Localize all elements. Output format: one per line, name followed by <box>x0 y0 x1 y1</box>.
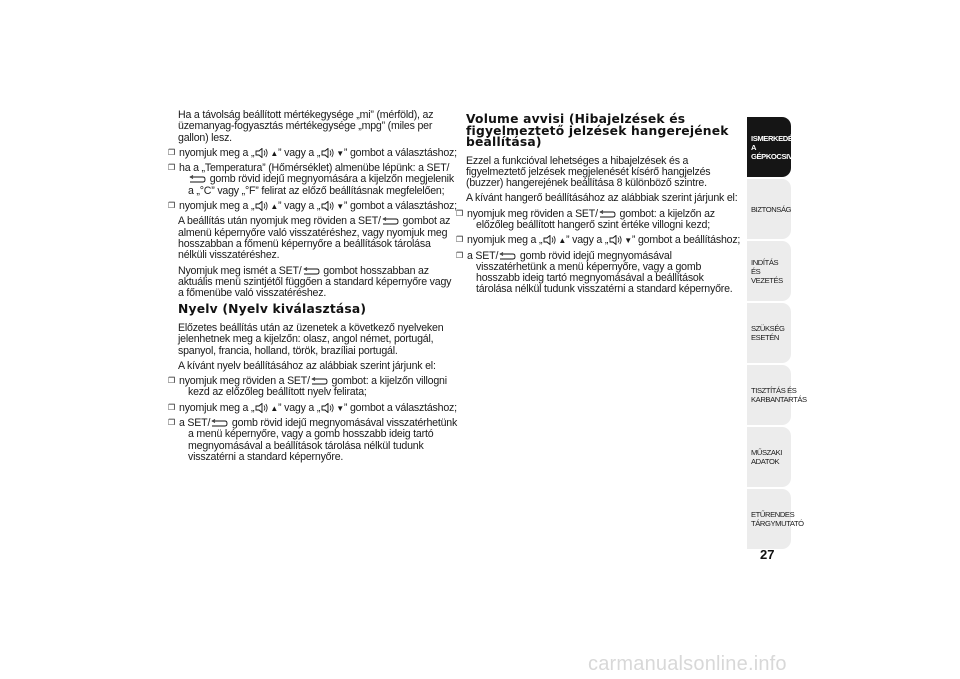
arrow-down-icon: ▼ <box>336 403 344 413</box>
bullet-item: ❒ a SET/ gomb rövid idejű megnyomásával visszatérhetünk a menü képernyőre, vagy a gomb hosszabb ideig tartó megnyomásával a beállítások tárolása nélkül tudunk visszatérni a standard képernyőre. <box>456 249 733 296</box>
after-setting-paragraph: A beállítás után nyomjuk meg röviden a SET/ gombot az almenü képernyőre való visszatéréshez, vagy nyomjuk meg hosszabban a főmenü képernyőre a beállítások tárolása nélküli visszatéréshez. <box>178 215 451 262</box>
volume-up-icon <box>543 235 557 245</box>
page-number: 27 <box>760 547 775 562</box>
volume-steps-intro: A kívánt hangerő beállításához az alábbiak szerint járjunk el: <box>466 192 738 205</box>
return-arrow-icon <box>211 419 228 428</box>
bullet-item: ❒ a SET/ gomb rövid idejű megnyomásával visszatérhetünk a menü képernyőre, vagy a gomb hosszabb ideig tartó megnyomásával a beállítások tárolása nélkül tudunk visszatérni a standard képernyőre. <box>168 417 458 463</box>
bullet-item: ❒ nyomjuk meg a „ ▲” vagy a „ ▼” gombot a választáshoz; <box>168 146 457 159</box>
arrow-up-icon: ▲ <box>270 148 279 158</box>
languages-paragraph: Előzetes beállítás után az üzenetek a következő nyelveken jelenhetnek meg a kijelzőn: olasz, angol német, portugál, spanyol, francia, holland, török, brazíliai portugál. <box>178 321 444 357</box>
bullet-item: ❒ nyomjuk meg röviden a SET/ gombot: a kijelzőn villogni kezd az előzőleg beállított nyelv felirata; <box>168 375 447 399</box>
language-steps-intro: A kívánt nyelv beállításához az alábbiak szerint járjunk el: <box>178 359 436 372</box>
tab-index[interactable]: ETŰRENDES TÁRGYMUTATÓ <box>747 489 791 549</box>
arrow-up-icon: ▲ <box>558 236 567 246</box>
volume-down-icon <box>321 148 335 158</box>
arrow-down-icon: ▼ <box>336 202 344 212</box>
return-arrow-icon <box>599 210 616 219</box>
return-arrow-icon <box>499 252 516 261</box>
arrow-down-icon: ▼ <box>624 236 632 246</box>
language-heading: Nyelv (Nyelv kiválasztása) <box>178 302 367 317</box>
tab-emergency[interactable]: SZÜKSÉG ESETÉN <box>747 303 791 363</box>
volume-up-icon <box>255 403 269 413</box>
left-column <box>168 109 458 467</box>
bullet-item: ❒ ha a „Temperatura” (Hőmérséklet) almenübe lépünk: a SET/ gomb rövid idejű megnyomására a kijelzőn megjelenik a „°C” vagy „°F” felirat az előző beállításnak megfelelően; <box>168 162 454 197</box>
return-arrow-icon <box>189 175 206 184</box>
press-again-paragraph: Nyomjuk meg ismét a SET/ gombot hosszabban az aktuális menü szintjétől függően a standard képernyőre vagy a főmenübe való visszatéréshez. <box>178 264 452 300</box>
volume-down-icon <box>321 201 335 211</box>
volume-down-icon <box>321 403 335 413</box>
volume-up-icon <box>255 201 269 211</box>
volume-description: Ezzel a funkcióval lehetséges a hibajelzések és a figyelmeztető jelzések megjelenését kísérő hangjelzés (buzzer) hangerejének beállítása 8 különböző szintre. <box>466 154 711 190</box>
volume-up-icon <box>255 148 269 158</box>
volume-heading: Volume avvisi (Hibajelzések és figyelmeztető jelzések hangerejének beállítása) <box>466 112 729 149</box>
right-column <box>456 110 742 300</box>
bullet-item: ❒ nyomjuk meg a „ ▲” vagy a „ ▼” gombot a választáshoz; <box>168 200 457 213</box>
bullet-item: ❒ nyomjuk meg a „ ▲” vagy a „ ▼” gombot a beállításhoz; <box>456 234 741 247</box>
arrow-up-icon: ▲ <box>270 202 279 212</box>
tab-maintenance[interactable]: TISZTÍTÁS ÉS KARBANTARTÁS <box>747 365 791 425</box>
bullet-item: ❒ nyomjuk meg röviden a SET/ gombot: a kijelzőn az előzőleg beállított hangerő szint értéke villogni kezd; <box>456 207 715 231</box>
return-arrow-icon <box>311 377 328 386</box>
return-arrow-icon <box>382 217 399 226</box>
tab-getting-to-know[interactable]: ISMERKEDÉS A GÉPKOCSIVAL <box>747 117 791 177</box>
arrow-down-icon: ▼ <box>336 148 344 158</box>
tab-safety[interactable]: BIZTONSÁG <box>747 179 791 239</box>
return-arrow-icon <box>303 267 320 276</box>
tab-starting-driving[interactable]: INDÍTÁS ÉS VEZETÉS <box>747 241 791 301</box>
tab-technical-data[interactable]: MŰSZAKI ADATOK <box>747 427 791 487</box>
intro-paragraph: Ha a távolság beállított mértékegysége „mi” (mérföld), az üzemanyag-fogyasztás mértékegysége „mpg” (miles per gallon) lesz. <box>178 109 434 144</box>
volume-down-icon <box>609 235 623 245</box>
bullet-item: ❒ nyomjuk meg a „ ▲” vagy a „ ▼” gombot a választáshoz; <box>168 401 457 414</box>
watermark: carmanualsonline.info <box>588 653 787 675</box>
arrow-up-icon: ▲ <box>270 403 279 413</box>
